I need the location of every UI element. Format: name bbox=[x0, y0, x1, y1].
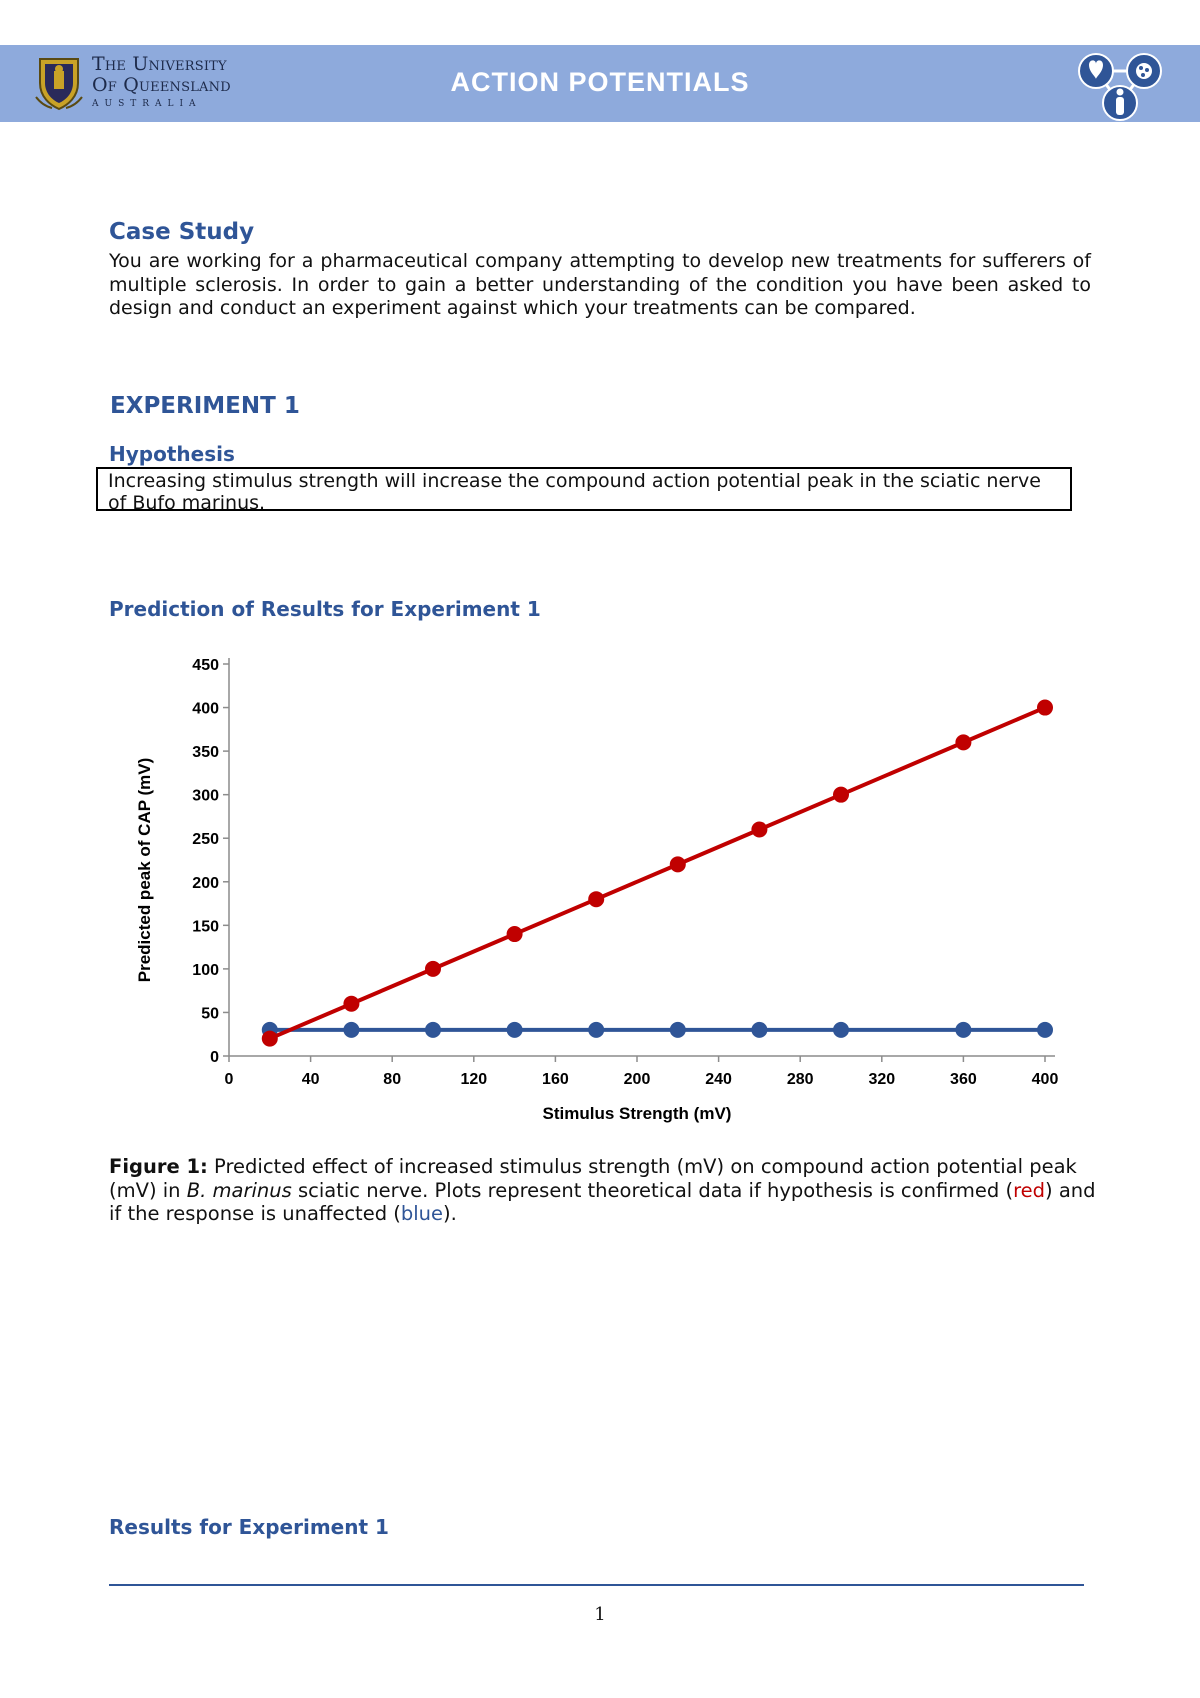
y-tick-label: 450 bbox=[192, 657, 219, 674]
page-title: ACTION POTENTIALS bbox=[450, 67, 750, 97]
x-tick-label: 40 bbox=[301, 1071, 320, 1088]
data-point bbox=[751, 1022, 767, 1038]
case-study-text: You are working for a pharmaceutical company attempting to develop new treatments for sufferers of multiple sclerosis. In order to gain a better understanding of the condition you have been asked to design and conduct an experiment against which your treatments can be compared. bbox=[109, 250, 1091, 319]
data-point bbox=[1037, 700, 1053, 716]
experiment-heading: EXPERIMENT 1 bbox=[110, 393, 300, 419]
data-point bbox=[262, 1031, 278, 1047]
data-point bbox=[670, 856, 686, 872]
y-tick-label: 300 bbox=[192, 787, 219, 805]
y-tick-label: 50 bbox=[201, 1005, 219, 1023]
data-point bbox=[507, 926, 523, 942]
series-line bbox=[270, 708, 1045, 1039]
caption-text-2: sciatic nerve. Plots represent theoretical data if hypothesis is confirmed ( bbox=[291, 1178, 1014, 1202]
x-tick-label: 240 bbox=[705, 1071, 732, 1088]
x-axis-label: Stimulus Strength (mV) bbox=[542, 1104, 732, 1123]
caption-label: Figure 1: bbox=[109, 1155, 208, 1178]
data-point bbox=[425, 961, 441, 977]
y-axis-label: Predicted peak of CAP (mV) bbox=[135, 757, 154, 983]
chart-axes bbox=[192, 657, 1058, 1088]
x-tick-label: 200 bbox=[623, 1071, 651, 1088]
x-tick-label: 400 bbox=[1031, 1071, 1059, 1088]
case-study-heading: Case Study bbox=[109, 219, 255, 245]
footer-divider bbox=[109, 1584, 1084, 1586]
x-tick-label: 280 bbox=[786, 1071, 814, 1088]
data-point bbox=[833, 1022, 849, 1038]
results-heading: Results for Experiment 1 bbox=[109, 1515, 389, 1539]
y-tick-label: 400 bbox=[192, 700, 219, 718]
data-point bbox=[670, 1022, 686, 1038]
y-tick-label: 350 bbox=[192, 744, 219, 762]
x-tick-label: 160 bbox=[542, 1071, 569, 1088]
data-point bbox=[343, 996, 359, 1012]
prediction-chart bbox=[120, 640, 1070, 1140]
caption-species: B. marinus bbox=[186, 1178, 292, 1202]
y-tick-label: 100 bbox=[192, 961, 219, 979]
y-tick-label: 250 bbox=[192, 831, 219, 849]
data-point bbox=[588, 1022, 604, 1038]
logo-line-1: The University bbox=[92, 53, 227, 75]
body-systems-icon bbox=[1076, 49, 1166, 123]
caption-blue-word: blue bbox=[400, 1202, 444, 1225]
data-point bbox=[833, 787, 849, 803]
data-point bbox=[955, 1022, 971, 1038]
y-tick-label: 200 bbox=[192, 874, 219, 892]
data-point bbox=[343, 1022, 359, 1038]
header-banner bbox=[0, 45, 1200, 122]
prediction-heading: Prediction of Results for Experiment 1 bbox=[109, 597, 541, 621]
hypothesis-box: Increasing stimulus strength will increase the compound action potential peak in the sciatic nerve of Bufo marinus. bbox=[96, 467, 1072, 511]
x-tick-label: 320 bbox=[868, 1071, 896, 1088]
page-number: 1 bbox=[594, 1604, 606, 1625]
caption-text-3: ) and if the response is unaffected ( bbox=[109, 1178, 1096, 1225]
hypothesis-heading: Hypothesis bbox=[109, 442, 235, 466]
y-tick-label: 150 bbox=[192, 918, 219, 936]
x-tick-label: 120 bbox=[460, 1071, 488, 1088]
data-point bbox=[955, 734, 971, 750]
caption-text-4: ). bbox=[443, 1202, 457, 1225]
chart-series bbox=[262, 700, 1053, 1047]
caption-red-word: red bbox=[1013, 1178, 1046, 1202]
caption-text-1: Predicted effect of increased stimulus strength (mV) on compound action potential peak (mV) in bbox=[109, 1155, 1077, 1202]
logo-line-3: AUSTRALIA bbox=[92, 99, 202, 109]
x-tick-label: 80 bbox=[383, 1071, 402, 1088]
x-tick-label: 360 bbox=[950, 1071, 977, 1088]
logo-line-2: Of Queensland bbox=[92, 74, 231, 96]
data-point bbox=[425, 1022, 441, 1038]
data-point bbox=[507, 1022, 523, 1038]
y-tick-label: 0 bbox=[210, 1049, 219, 1066]
x-tick-label: 0 bbox=[224, 1071, 234, 1088]
data-point bbox=[588, 891, 604, 907]
figure-caption bbox=[109, 1155, 1099, 1226]
data-point bbox=[751, 822, 767, 838]
data-point bbox=[1037, 1022, 1053, 1038]
